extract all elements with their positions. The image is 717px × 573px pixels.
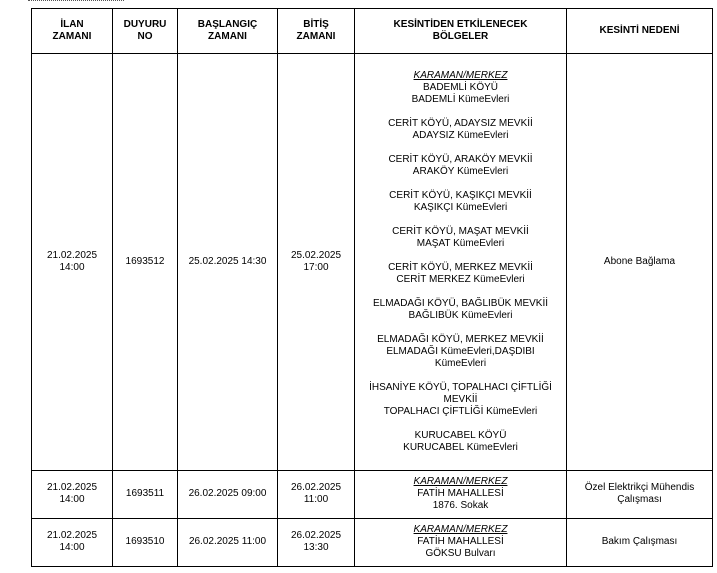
baslangic-cell: 25.02.2025 14:30 — [178, 54, 278, 471]
neden-cell: Abone Bağlama — [567, 54, 713, 471]
outage-table — [31, 8, 713, 567]
region-group: ELMADAĞI KÖYÜ, MERKEZ MEVKİİ ELMADAĞI KümeEvleri,DAŞDIBI KümeEvleri — [377, 333, 544, 369]
ilan-zamani-cell: 21.02.2025 14:00 — [32, 518, 113, 566]
header-row — [32, 9, 713, 54]
header-baslangic-zamani: BAŞLANGIÇ ZAMANI — [178, 9, 278, 54]
neden-cell: Bakım Çalışması — [567, 518, 713, 566]
duyuru-no-cell: 1693512 — [113, 54, 178, 471]
duyuru-no-cell: 1693511 — [113, 470, 178, 518]
bitis-cell: 26.02.2025 11:00 — [278, 470, 355, 518]
province-label: KARAMAN/MERKEZ — [413, 524, 508, 536]
region-group: CERİT KÖYÜ, ARAKÖY MEVKİİ ARAKÖY KümeEvleri — [388, 153, 533, 177]
region-group: CERİT KÖYÜ, KAŞIKÇI MEVKİİ KAŞIKÇI KümeEvleri — [389, 189, 532, 213]
baslangic-cell: 26.02.2025 11:00 — [178, 518, 278, 566]
region-group: BADEMLİ KÖYÜ BADEMLİ KümeEvleri — [411, 81, 510, 105]
header-bitis-zamani: BİTİŞ ZAMANI — [278, 9, 355, 54]
bitis-cell: 26.02.2025 13:30 — [278, 518, 355, 566]
table-row — [32, 518, 713, 566]
neden-cell: Özel Elektrikçi Mühendis Çalışması — [567, 470, 713, 518]
table-row — [32, 470, 713, 518]
header-bolgeler: KESİNTİDEN ETKİLENECEK BÖLGELER — [355, 9, 567, 54]
province-label: KARAMAN/MERKEZ — [413, 476, 508, 488]
region-group: ELMADAĞI KÖYÜ, BAĞLIBÜK MEVKİİ BAĞLIBÜK KümeEvleri — [372, 297, 549, 321]
province-label: KARAMAN/MERKEZ — [413, 69, 508, 81]
header-ilan-zamani: İLAN ZAMANI — [32, 9, 113, 54]
top-dotted-line — [28, 0, 124, 4]
region-group: KURUCABEL KÖYÜ KURUCABEL KümeEvleri — [403, 429, 518, 453]
regions-cell — [355, 54, 567, 471]
header-kesinti-nedeni: KESİNTİ NEDENİ — [567, 9, 713, 54]
region-group: İHSANİYE KÖYÜ, TOPALHACI ÇİFTLİĞİ MEVKİİ TOPALHACI ÇİFTLİĞİ KümeEvleri — [369, 381, 552, 417]
ilan-zamani-cell: 21.02.2025 14:00 — [32, 470, 113, 518]
region-group: CERİT KÖYÜ, MERKEZ MEVKİİ CERİT MERKEZ KümeEvleri — [388, 261, 533, 285]
duyuru-no-cell: 1693510 — [113, 518, 178, 566]
ilan-zamani-cell: 21.02.2025 14:00 — [32, 54, 113, 471]
regions-cell: KARAMAN/MERKEZ FATİH MAHALLESİ GÖKSU Bulvarı — [355, 518, 567, 566]
bitis-cell: 25.02.2025 17:00 — [278, 54, 355, 471]
region-group: CERİT KÖYÜ, MAŞAT MEVKİİ MAŞAT KümeEvleri — [392, 225, 529, 249]
region-group: CERİT KÖYÜ, ADAYSIZ MEVKİİ ADAYSIZ KümeEvleri — [388, 117, 533, 141]
table-row — [32, 54, 713, 471]
baslangic-cell: 26.02.2025 09:00 — [178, 470, 278, 518]
regions-cell: KARAMAN/MERKEZ FATİH MAHALLESİ 1876. Sokak — [355, 470, 567, 518]
header-duyuru-no: DUYURU NO — [113, 9, 178, 54]
